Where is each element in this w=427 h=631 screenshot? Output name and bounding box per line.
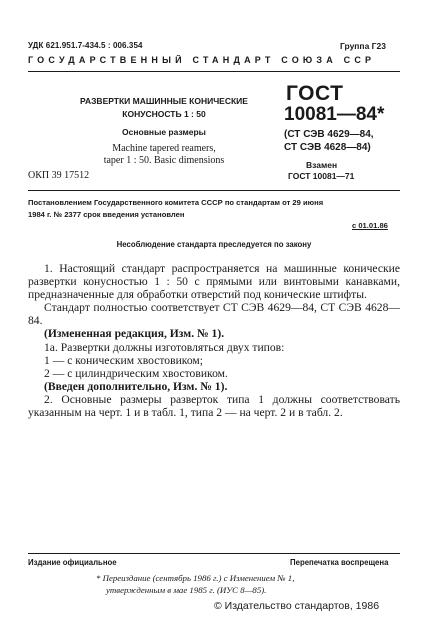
official-edition: Издание официальное [28,558,117,567]
reissue-note-line2: утвержденным в мае 1985 г. (ИУС 8—85). [106,585,267,595]
copyright: © Издательство стандартов, 1986 [214,600,380,612]
title-ru-line2: КОНУСНОСТЬ 1 : 50 [122,109,206,119]
title-ru-line1: РАЗВЕРТКИ МАШИННЫЕ КОНИЧЕСКИЕ [80,96,248,106]
law-warning: Несоблюдение стандарта преследуется по закону [116,240,312,249]
type-2-item: 2 — с цилиндрическим хвостовиком. [44,366,228,380]
body-text [28,262,400,419]
replace-value: ГОСТ 10081—71 [288,171,355,181]
group-code: Группа Г23 [340,41,386,51]
footer-divider [28,553,400,554]
st-sev-line2: СТ СЭВ 4628—84) [284,142,371,153]
type-1-item: 1 — с коническим хвостовиком; [44,353,203,367]
reissue-note-line1: * Переиздание (сентябрь 1986 г.) с Изменением № 1, [96,573,295,583]
header-divider [28,71,400,72]
paragraph-1: 1. Настоящий стандарт распространяется на машинные конические развертки конусностью 1 : 50 с прямыми или винтовыми канавками, предназначенные для обработки отверстий под конические штифты. [28,262,400,302]
gost-number: 10081—84* [284,104,385,125]
amendment-note-1: (Измененная редакция, Изм. № 1). [44,327,225,341]
title-en-line1: Machine tapered reamers, [112,143,216,154]
paragraph-types: 1а. Развертки должны изготовляться двух типов: [44,340,285,354]
decree-line2: 1984 г. № 2377 срок введения установлен [28,210,185,219]
okp-code: ОКП 39 17512 [28,170,90,181]
title-ru-subtitle: Основные размеры [122,127,206,137]
udk-code: УДК 621.951.7-434.5 : 006.354 [28,41,143,50]
st-sev-line1: (СТ СЭВ 4629—84, [284,129,374,140]
amendment-note-2: (Введен дополнительно, Изм. № 1). [44,379,228,393]
effective-date: с 01.01.86 [352,221,388,230]
gost-label: ГОСТ [286,82,344,105]
decree-line1: Постановлением Государственного комитета СССР по стандартам от 29 июня [28,198,324,207]
replace-label: Взамен [306,160,338,170]
paragraph-dimensions: 2. Основные размеры разверток типа 1 должны соответствовать указанным на черт. 1 и в табл. 1, типа 2 — на черт. 2 и в табл. 2. [28,392,400,420]
reprint-forbidden: Перепечатка воспрещена [290,558,389,567]
paragraph-2: Стандарт полностью соответствует СТ СЭВ 4629—84, СТ СЭВ 4628—84. [28,301,400,328]
title-divider [28,190,400,191]
standard-banner: ГОСУДАРСТВЕННЫЙ СТАНДАРТ СОЮЗА ССР [28,55,376,65]
title-en-line2: taper 1 : 50. Basic dimensions [103,155,225,166]
